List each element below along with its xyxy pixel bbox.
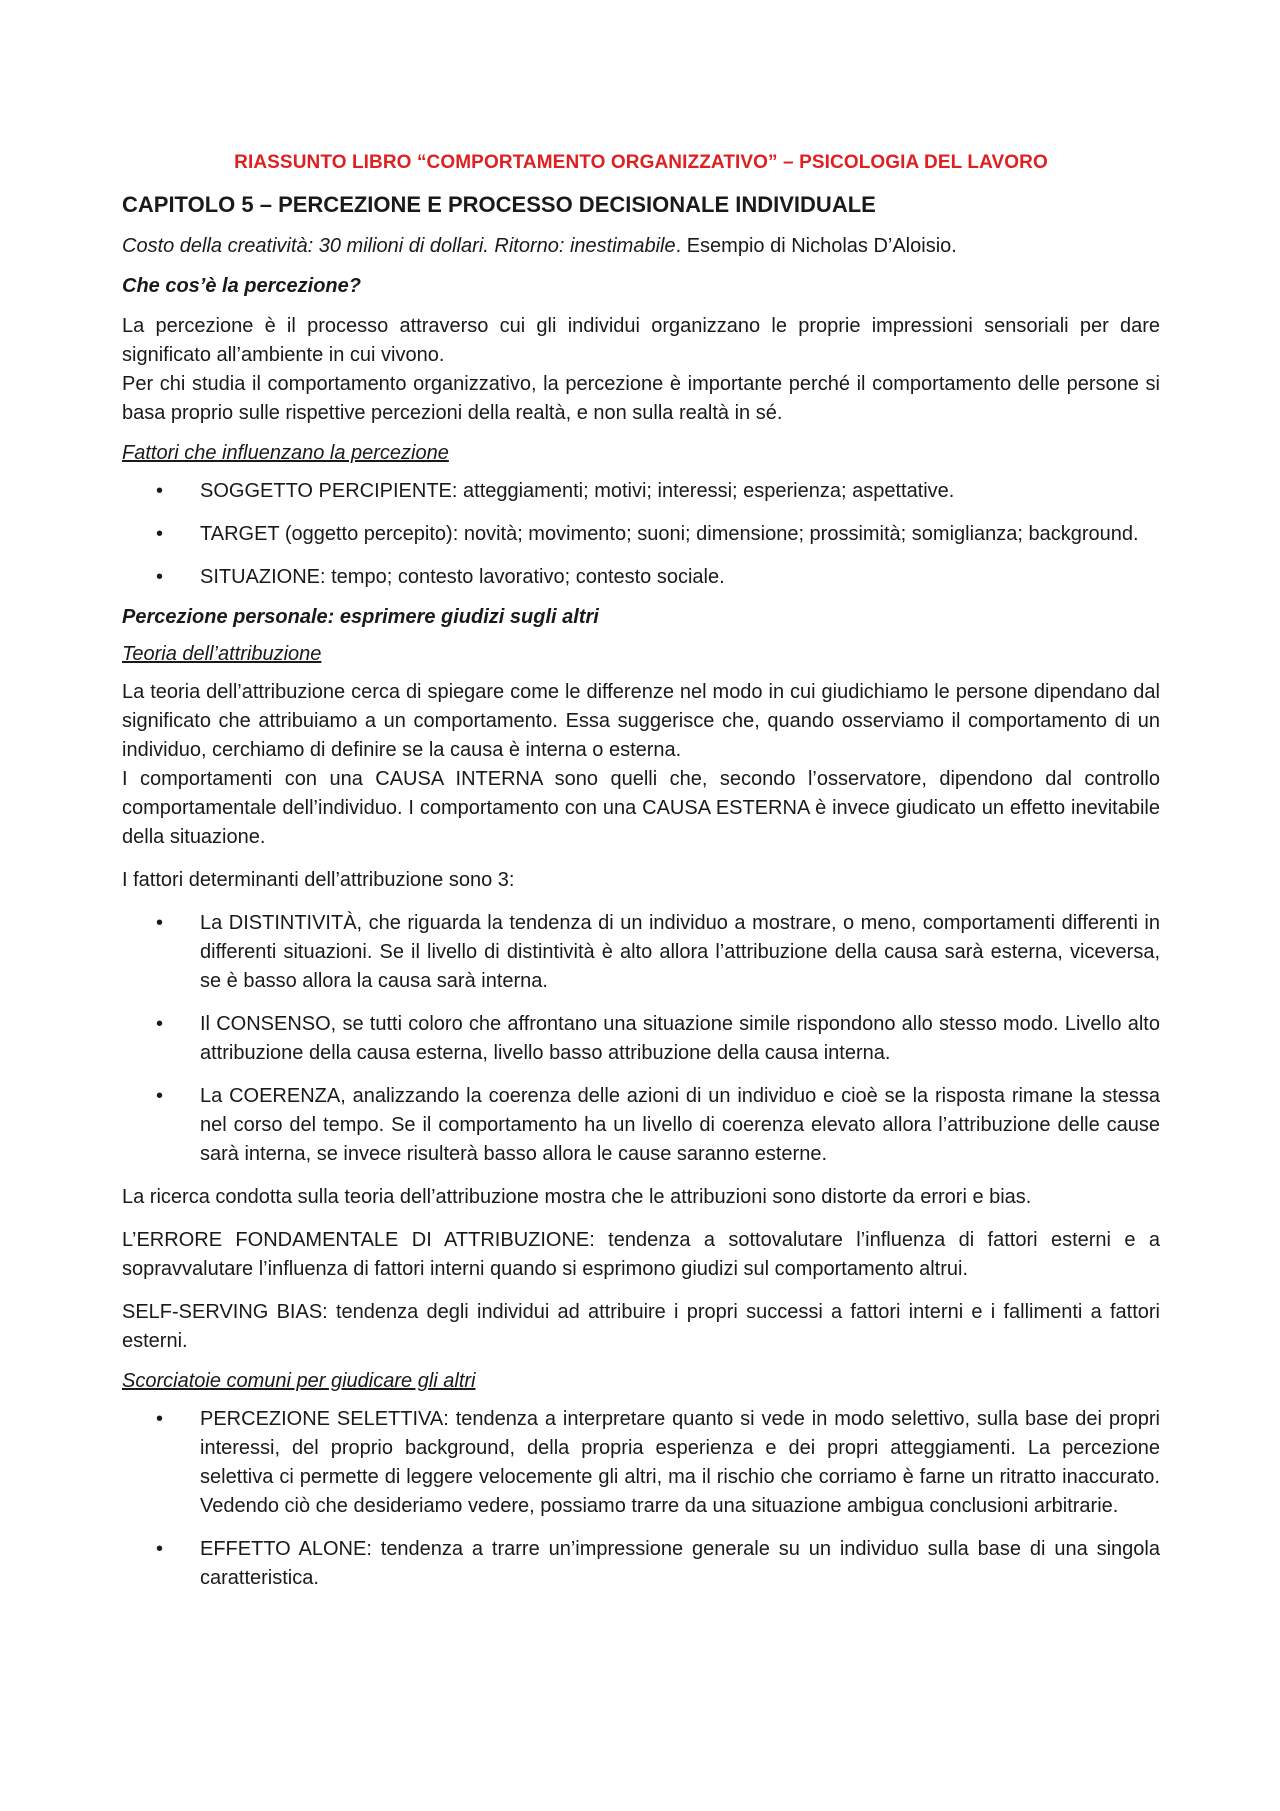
list-item-text: EFFETTO ALONE: tendenza a trarre un’impressione generale su un individuo sulla base di una singola caratteristica. <box>200 1538 1160 1589</box>
paragraph-attribution: La teoria dell’attribuzione cerca di spiegare come le differenze nel modo in cui giudichiamo le persone dipendano dal significato che attribuiamo a un comportamento. Essa suggerisce che, quando osserviamo il comportamento di un individuo, cerchiamo di definire se la causa è interna o esterna. <box>122 681 1160 761</box>
shortcuts-subheading: Scorciatoie comuni per giudicare gli altri <box>122 1370 476 1392</box>
paragraph-self-serving-bias: SELF-SERVING BIAS: tendenza degli individui ad attribuire i propri successi a fattori interni e i fallimenti a fattori esterni. <box>122 1301 1160 1352</box>
chapter-heading: CAPITOLO 5 – PERCEZIONE E PROCESSO DECISIONALE INDIVIDUALE <box>122 192 876 217</box>
list-item-text: La COERENZA, analizzando la coerenza delle azioni di un individuo e cioè se la risposta rimane la stessa nel corso del tempo. Se il comportamento ha un livello di coerenza elevato allora l’attribuzione delle cause sarà interna, se invece risulterà basso allora le cause saranno esterne. <box>200 1085 1160 1165</box>
determinants-list <box>122 909 1160 1169</box>
list-item-text: PERCEZIONE SELETTIVA: tendenza a interpretare quanto si vede in modo selettivo, sulla base dei propri interessi, del proprio background, della propria esperienza e dei propri atteggiamenti. La percezione selettiva ci permette di leggere velocemente gli altri, ma il rischio che corriamo è farne un ritratto inaccurato. Vedendo ciò che desideriamo vedere, possiamo trarre da una situazione ambigua conclusioni arbitrarie. <box>200 1408 1160 1517</box>
bullet-icon: • <box>156 1013 164 1035</box>
list-item-text: Il CONSENSO, se tutti coloro che affrontano una situazione simile rispondono allo stesso modo. Livello alto attribuzione della causa esterna, livello basso attribuzione della causa interna. <box>200 1013 1160 1064</box>
bullet-icon: • <box>156 480 164 502</box>
intro-italic-text: Costo della creatività: 30 milioni di dollari. Ritorno: inestimabile <box>122 235 676 257</box>
list-item-text: SOGGETTO PERCIPIENTE: atteggiamenti; motivi; interessi; esperienza; aspettative. <box>200 480 955 502</box>
question-heading: Che cos’è la percezione? <box>122 275 361 297</box>
bullet-icon: • <box>156 523 164 545</box>
shortcuts-list <box>122 1405 1160 1593</box>
list-item <box>156 1010 1160 1068</box>
list-item <box>156 1535 1160 1593</box>
document-title: RIASSUNTO LIBRO “COMPORTAMENTO ORGANIZZATIVO” – PSICOLOGIA DEL LAVORO <box>234 152 1048 173</box>
intro-rest-text: . Esempio di Nicholas D’Aloisio. <box>675 235 957 257</box>
list-item <box>156 1405 1160 1521</box>
paragraph-definition: La percezione è il processo attraverso cui gli individui organizzano le proprie impressioni sensoriali per dare significato all’ambiente in cui vivono. <box>122 315 1160 366</box>
paragraph-importance: Per chi studia il comportamento organizzativo, la percezione è importante perché il comportamento delle persone si basa proprio sulle rispettive percezioni della realtà, e non sulla realtà in sé. <box>122 373 1160 424</box>
bullet-icon: • <box>156 566 164 588</box>
bullet-icon: • <box>156 1408 164 1430</box>
list-item-text: TARGET (oggetto percepito): novità; movimento; suoni; dimensione; prossimità; somiglianza; background. <box>200 523 1139 545</box>
list-item <box>156 563 1160 592</box>
intro-paragraph <box>122 232 1160 261</box>
list-item <box>156 909 1160 996</box>
bullet-icon: • <box>156 912 164 934</box>
factors-list <box>122 477 1160 592</box>
bullet-icon: • <box>156 1085 164 1107</box>
factors-subheading: Fattori che influenzano la percezione <box>122 442 449 464</box>
paragraph-causes: I comportamenti con una CAUSA INTERNA sono quelli che, secondo l’osservatore, dipendono dal controllo comportamentale dell’individuo. I comportamento con una CAUSA ESTERNA è invece giudicato un effetto inevitabile della situazione. <box>122 768 1160 848</box>
list-item-text: SITUAZIONE: tempo; contesto lavorativo; contesto sociale. <box>200 566 725 588</box>
list-item-text: La DISTINTIVITÀ, che riguarda la tendenza di un individuo a mostrare, o meno, comportamenti differenti in differenti situazioni. Se il livello di distintività è alto allora l’attribuzione della causa sarà esterna, viceversa, se è basso allora la causa sarà interna. <box>200 912 1160 992</box>
paragraph-fundamental-error: L’ERRORE FONDAMENTALE DI ATTRIBUZIONE: tendenza a sottovalutare l’influenza di fattori esterni e a sopravvalutare l’influenza di fattori interni quando si esprimono giudizi sul comportamento altrui. <box>122 1229 1160 1280</box>
section-heading: Percezione personale: esprimere giudizi sugli altri <box>122 606 599 628</box>
paragraph-research: La ricerca condotta sulla teoria dell’attribuzione mostra che le attribuzioni sono distorte da errori e bias. <box>122 1186 1032 1208</box>
paragraph-determinants-intro: I fattori determinanti dell’attribuzione sono 3: <box>122 869 515 891</box>
list-item <box>156 1082 1160 1169</box>
list-item <box>156 520 1160 549</box>
bullet-icon: • <box>156 1538 164 1560</box>
attribution-subheading: Teoria dell’attribuzione <box>122 643 322 665</box>
list-item <box>156 477 1160 506</box>
